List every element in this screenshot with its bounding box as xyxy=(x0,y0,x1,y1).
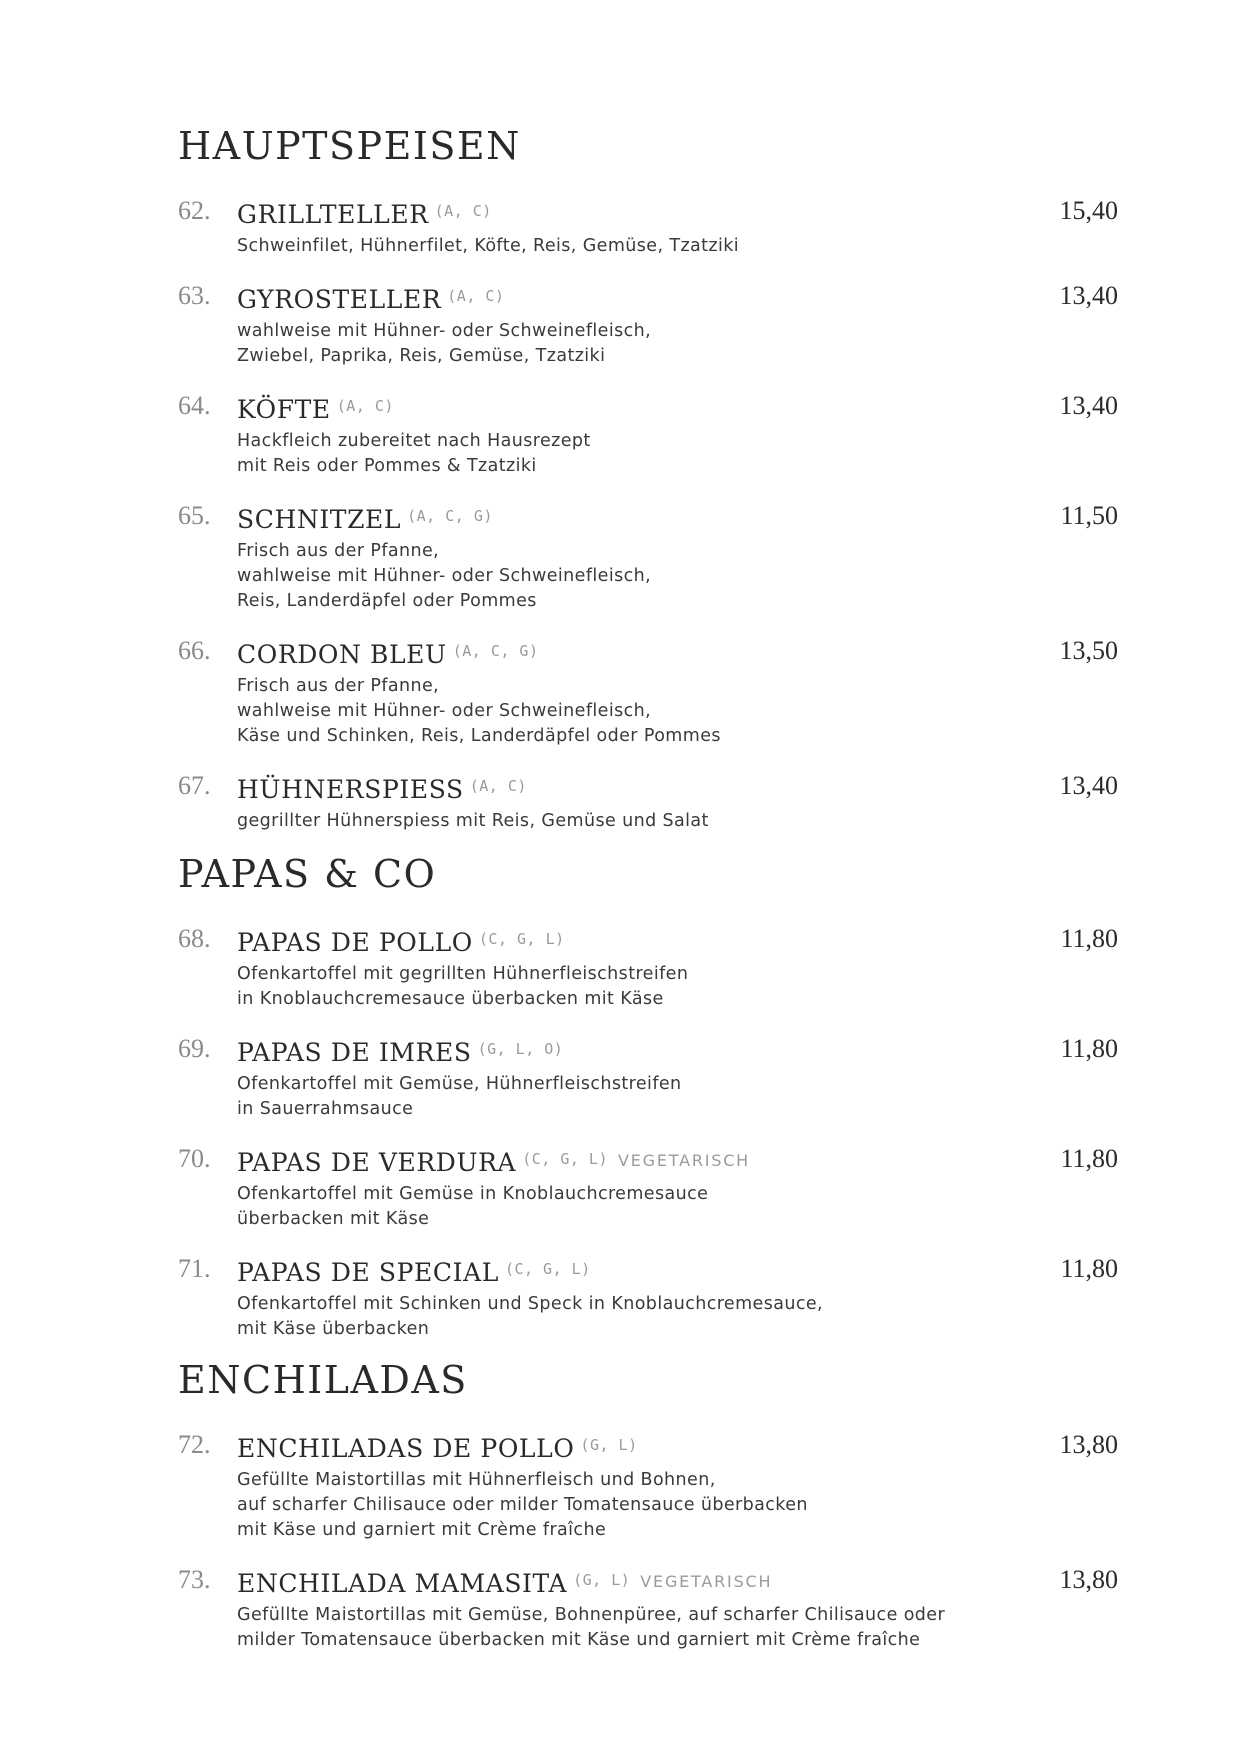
item-allergens: (C, G, L) xyxy=(522,1150,608,1168)
section-enchiladas xyxy=(178,1358,1118,1675)
item-body xyxy=(237,196,1018,259)
item-price: 11,80 xyxy=(1060,1034,1118,1063)
menu-item xyxy=(178,924,1118,1012)
item-price: 13,40 xyxy=(1059,771,1118,800)
menu-item xyxy=(178,501,1118,614)
item-number: 72. xyxy=(178,1430,211,1459)
item-number: 67. xyxy=(178,771,211,800)
section-title: ENCHILADAS xyxy=(178,1358,468,1402)
item-body xyxy=(237,391,1018,479)
item-description: Ofenkartoffel mit Gemüse, Hühnerfleischstreifen in Sauerrahmsauce xyxy=(237,1074,682,1119)
item-description: Ofenkartoffel mit gegrillten Hühnerfleischstreifen in Knoblauchcremesauce überbacken mit Käse xyxy=(237,964,689,1009)
item-price: 11,80 xyxy=(1060,1254,1118,1283)
item-allergens: (A, C) xyxy=(434,202,492,220)
item-name: ENCHILADA MAMASITA xyxy=(237,1569,568,1598)
menu-item xyxy=(178,1565,1118,1653)
item-name: PAPAS DE VERDURA xyxy=(237,1148,517,1177)
item-number: 69. xyxy=(178,1034,211,1063)
menu-item xyxy=(178,391,1118,479)
section-hauptspeisen xyxy=(178,124,1118,856)
item-number: 73. xyxy=(178,1565,211,1594)
item-name: ENCHILADAS DE POLLO xyxy=(237,1434,575,1463)
item-description: Ofenkartoffel mit Schinken und Speck in Knoblauchcremesauce, mit Käse überbacken xyxy=(237,1294,823,1339)
item-name: HÜHNERSPIESS xyxy=(237,775,464,804)
item-name: GRILLTELLER xyxy=(237,200,429,229)
item-body xyxy=(237,1430,1018,1543)
vegetarian-tag: VEGETARISCH xyxy=(640,1572,773,1591)
item-body xyxy=(237,924,1018,1012)
item-name: CORDON BLEU xyxy=(237,640,447,669)
item-head xyxy=(237,1034,1018,1072)
item-number: 62. xyxy=(178,196,211,225)
item-head xyxy=(237,281,1018,319)
item-allergens: (A, C) xyxy=(469,777,527,795)
menu-item xyxy=(178,1034,1118,1122)
item-number: 64. xyxy=(178,391,211,420)
item-body xyxy=(237,501,1018,614)
item-head xyxy=(237,391,1018,429)
item-description: Gefüllte Maistortillas mit Gemüse, Bohnenpüree, auf scharfer Chilisauce oder milder Tomatensauce überbacken mit Käse und garniert mit Crème fraîche xyxy=(237,1605,946,1650)
item-allergens: (A, C, G) xyxy=(407,507,493,525)
item-body xyxy=(237,1034,1018,1122)
item-allergens: (G, L) xyxy=(573,1571,631,1589)
menu-item xyxy=(178,281,1118,369)
item-price: 11,80 xyxy=(1060,1144,1118,1173)
item-allergens: (A, C, G) xyxy=(452,642,539,660)
item-body xyxy=(237,1254,1018,1342)
section-papas xyxy=(178,852,1118,1364)
item-number: 70. xyxy=(178,1144,211,1173)
item-head xyxy=(237,924,1018,962)
item-head xyxy=(237,636,1018,674)
item-price: 13,80 xyxy=(1059,1565,1118,1594)
section-title: HAUPTSPEISEN xyxy=(178,124,521,168)
item-description: Frisch aus der Pfanne, wahlweise mit Hühner- oder Schweinefleisch, Käse und Schinken, Reis, Landerdäpfel oder Pommes xyxy=(237,676,721,746)
item-body xyxy=(237,1144,1018,1232)
item-description: Hackfleich zubereitet nach Hausrezept mit Reis oder Pommes & Tzatziki xyxy=(237,431,591,476)
item-allergens: (G, L, O) xyxy=(477,1040,564,1058)
menu-item xyxy=(178,771,1118,834)
item-head xyxy=(237,1430,1018,1468)
item-description: wahlweise mit Hühner- oder Schweinefleisch, Zwiebel, Paprika, Reis, Gemüse, Tzatziki xyxy=(237,321,652,366)
item-allergens: (C, G, L) xyxy=(504,1260,591,1278)
item-head xyxy=(237,501,1018,539)
item-price: 13,50 xyxy=(1059,636,1118,665)
item-price: 15,40 xyxy=(1059,196,1118,225)
item-number: 68. xyxy=(178,924,211,953)
item-body xyxy=(237,1565,1018,1653)
item-description: Gefüllte Maistortillas mit Hühnerfleisch und Bohnen, auf scharfer Chilisauce oder milder Tomatensauce überbacken mit Käse und garniert mit Crème fraîche xyxy=(237,1470,808,1540)
menu-item xyxy=(178,1144,1118,1232)
item-price: 11,80 xyxy=(1060,924,1118,953)
item-price: 13,40 xyxy=(1059,391,1118,420)
item-number: 66. xyxy=(178,636,211,665)
item-description: Frisch aus der Pfanne, wahlweise mit Hühner- oder Schweinefleisch, Reis, Landerdäpfel oder Pommes xyxy=(237,541,652,611)
item-description: Ofenkartoffel mit Gemüse in Knoblauchcremesauce überbacken mit Käse xyxy=(237,1184,709,1229)
item-name: PAPAS DE SPECIAL xyxy=(237,1258,499,1287)
item-price: 13,80 xyxy=(1059,1430,1118,1459)
item-body xyxy=(237,636,1018,749)
section-title: PAPAS & CO xyxy=(178,852,437,896)
item-allergens: (A, C) xyxy=(447,287,505,305)
item-number: 71. xyxy=(178,1254,211,1283)
item-name: PAPAS DE IMRES xyxy=(237,1038,472,1067)
item-head xyxy=(237,196,1018,234)
item-allergens: (A, C) xyxy=(336,397,394,415)
item-name: KÖFTE xyxy=(237,395,331,424)
item-number: 63. xyxy=(178,281,211,310)
item-body xyxy=(237,281,1018,369)
item-description: Schweinfilet, Hühnerfilet, Köfte, Reis, Gemüse, Tzatziki xyxy=(237,236,740,256)
item-head xyxy=(237,771,1018,809)
item-price: 11,50 xyxy=(1060,501,1118,530)
item-number: 65. xyxy=(178,501,211,530)
item-allergens: (G, L) xyxy=(580,1436,638,1454)
item-body xyxy=(237,771,1018,834)
item-head xyxy=(237,1565,1018,1603)
vegetarian-tag: VEGETARISCH xyxy=(617,1151,751,1170)
menu-item xyxy=(178,1254,1118,1342)
item-head xyxy=(237,1254,1018,1292)
menu-item xyxy=(178,196,1118,259)
item-allergens: (C, G, L) xyxy=(478,930,565,948)
menu-item xyxy=(178,636,1118,749)
menu-item xyxy=(178,1430,1118,1543)
item-name: SCHNITZEL xyxy=(237,505,402,534)
item-description: gegrillter Hühnerspiess mit Reis, Gemüse und Salat xyxy=(237,811,709,831)
item-name: PAPAS DE POLLO xyxy=(237,928,473,957)
item-head xyxy=(237,1144,1018,1182)
item-name: GYROSTELLER xyxy=(237,285,442,314)
item-price: 13,40 xyxy=(1059,281,1118,310)
